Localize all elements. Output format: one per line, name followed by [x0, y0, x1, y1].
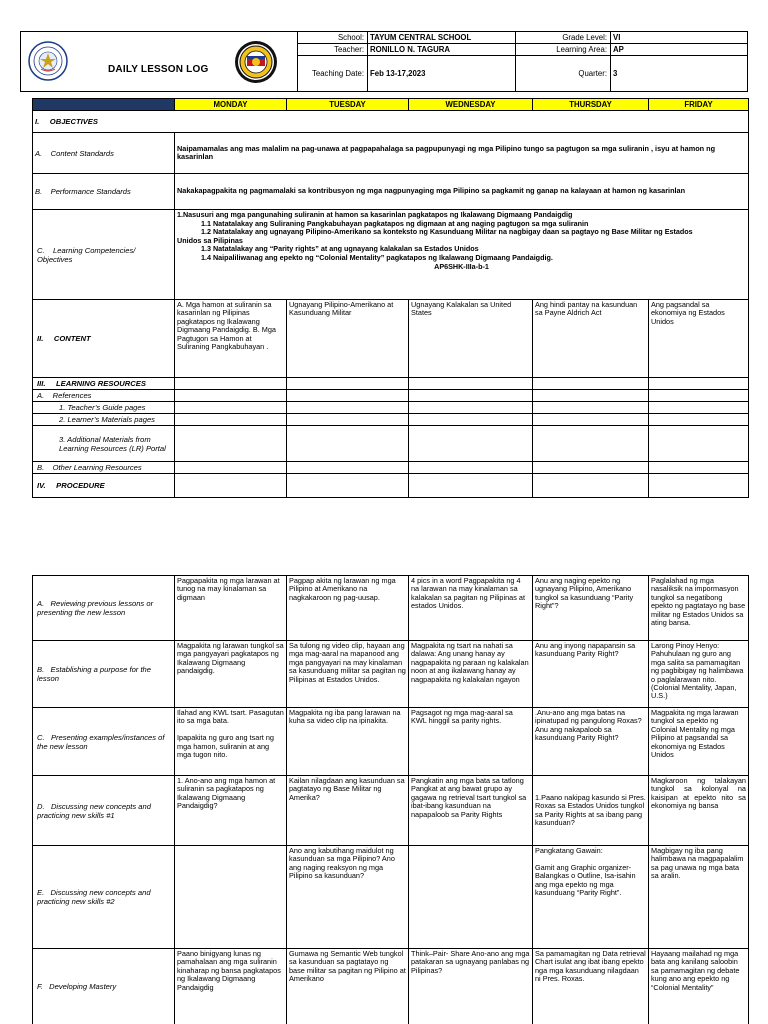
cell-b-thursday: Anu ang inyong napapansin sa kasunduang Parity Right? [533, 641, 649, 708]
cell-f-thursday: Sa pamamagitan ng Data retrieval Chart isulat ang ibat ibang epekto nga mga kasunduang nilagdaan ni Pres. Roxas. [533, 949, 649, 1024]
content-thursday: Ang hindi pantay na kasunduan sa Payne Aldrich Act [533, 300, 649, 378]
cell-d-friday: Magkaroon ng talakayan tungkol sa kolonyal na kaisipan at epekto nito sa ekonomiya ng bansa [649, 776, 749, 846]
teachers-guide-label: 1. Teacher’s Guide pages [33, 402, 175, 414]
performance-standards-label-text: Performance Standards [50, 187, 131, 196]
other-resources-text: Other Learning Resources [52, 463, 142, 472]
competency-line: 1.2 Natatalakay ang ugnayang Pilipino-Amerikano sa konteksto ng Kasunduang Militar na nagbigay daan sa pagtayo ng Base Militar ng Estados [201, 227, 693, 237]
other-resources-letter: B. [37, 463, 45, 472]
references-text: References [52, 391, 92, 400]
lesson-log-table [32, 98, 749, 498]
day-header-blank [33, 99, 175, 111]
cell-e-friday: Magbigay ng iba pang halimbawa na magpapalalim sa pag unawa ng mga bata sa aralin. [649, 846, 749, 949]
procedure-label-c [33, 708, 175, 776]
performance-standards-value: Nakakapagpakita ng pagmamalaki sa kontribusyon ng mga nagpunyaging mga Pilipino sa pagkamit ng ganap na kalayaan at hamon ng kasarinlan [175, 174, 749, 210]
teaching-date-value: Feb 13-17,2023 [368, 56, 516, 92]
cell-e-tuesday: Ano ang kabutihang maidulot ng kasunduan sa mga Pilipino? Ano ang naging reaksyon ng mga Pilipino sa kasunduan? [287, 846, 409, 949]
objectives-heading [33, 111, 749, 133]
school-value: TAYUM CENTRAL SCHOOL [368, 32, 516, 44]
row-label: Developing Mastery [49, 982, 117, 991]
cell-d-wednesday: Pangkatin ang mga bata sa tatlong Pangkat at ang bawat grupo ay gagawa ng retrieval tsart tungkol sa ibat-ibang kasunduan na napapaloob sa Parity Rights [409, 776, 533, 846]
content-wednesday: Ugnayang Kalakalan sa United States [409, 300, 533, 378]
procedure-row [33, 641, 749, 708]
learning-area-value: AP [611, 44, 748, 56]
cell-a-tuesday: Pagpap akita ng larawan ng mga Pilipino at Amerikano na nagkakaroon ng pag-uusap. [287, 576, 409, 641]
row-label: Presenting examples/instances of the new lesson [37, 732, 165, 751]
cell-d-thursday: 1.Paano nakipag kasundo si Pres. Roxas sa Estados Unidos tungkol sa Parity Rights at sa ibang pang kasunduan? [533, 776, 649, 846]
other-resources-label [33, 462, 175, 474]
procedure-row [33, 949, 749, 1024]
procedure-label-e [33, 846, 175, 949]
cell-e-thursday: Pangkatang Gawain: Gamit ang Graphic organizer-Balangkas o Outline, Isa-isahin ang mga epekto ng mga kasunduang “Parity Right”. [533, 846, 649, 949]
content-num: II. [37, 334, 44, 343]
procedure-row [33, 708, 749, 776]
procedure-num: IV. [37, 481, 46, 490]
cell-a-monday: Pagpapakita ng mga larawan at tunog na may kinalaman sa digmaan [175, 576, 287, 641]
day-wednesday: WEDNESDAY [409, 99, 533, 111]
row-label: Establishing a purpose for the lesson [37, 665, 152, 683]
learners-materials-label: 2. Learner’s Materials pages [33, 414, 175, 426]
procedure-row [33, 776, 749, 846]
content-standards-value: Naipamamalas ang mas malalim na pag-unawa at pagpapahalaga sa pagpupunyagi ng mga Pilipino tungo sa pagtugon sa mga suliranin , isyu at hamon ng kasarinlan [175, 133, 749, 174]
additional-materials-label: 3. Additional Materials from Learning Resources (LR) Portal [33, 426, 175, 462]
resources-heading [33, 378, 175, 390]
learning-area-label: Learning Area: [516, 44, 611, 56]
references-label [33, 390, 175, 402]
cell-a-wednesday: 4 pics in a word Pagpapakita ng 4 na larawan na may kinalaman sa kalakalan sa pagitan ng Pilipinas at estados Unidos. [409, 576, 533, 641]
content-friday: Ang pagsandal sa ekonomiya ng Estados Unidos [649, 300, 749, 378]
competencies-value [175, 210, 749, 300]
procedure-label-b [33, 641, 175, 708]
competency-code: AP6SHK-IIIa-b-1 [434, 261, 489, 271]
cell-c-thursday: .Anu-ano ang mga batas na ipinatupad ng pangulong Roxas? Anu ang nakapaloob sa kasunduang Parity Right? [533, 708, 649, 776]
day-monday: MONDAY [175, 99, 287, 111]
header-info-table [20, 31, 748, 92]
day-tuesday: TUESDAY [287, 99, 409, 111]
header-logo-cell [21, 32, 298, 92]
performance-standards-label: B. Performance Standards [33, 174, 175, 210]
procedure-row [33, 846, 749, 949]
grade-label: Grade Level: [516, 32, 611, 44]
row-letter: D. [37, 801, 45, 811]
content-standards-label-text: Content Standards [50, 148, 114, 158]
competency-line: 1.Nasusuri ang mga pangunahing suliranin at hamon sa kasarinlan pagkatapos ng Ikalawang Digmaang Pandaigdig [177, 210, 573, 219]
content-heading [33, 300, 175, 378]
row-label: Discussing new concepts and practicing new skills #2 [37, 888, 151, 906]
procedure-table [32, 575, 749, 1024]
row-label: Discussing new concepts and practicing new skills #1 [37, 801, 151, 820]
objectives-label: OBJECTIVES [49, 117, 98, 126]
cell-d-monday: 1. Ano-ano ang mga hamon at suliranin sa pagkatapos ng Ikalawang Digmaang Pandaigdig? [175, 776, 287, 846]
cell-c-tuesday: Magpakita ng iba pang larawan na kuha sa video clip na ipinakita. [287, 708, 409, 776]
competency-line: 1.3 Natatalakay ang “Parity rights” at ang ugnayang kalakalan sa Estados Unidos [201, 244, 479, 254]
teaching-date-label: Teaching Date: [298, 56, 368, 92]
procedure-row [33, 576, 749, 641]
row-label: Reviewing previous lessons or presenting the new lesson [37, 599, 154, 617]
teacher-value: RONILLO N. TAGURA [368, 44, 516, 56]
content-monday: A. Mga hamon at suliranin sa kasarinlan ng Pilipinas pagkatapos ng Ikalawang Digmaang Pandaigdig. B. Mga Pagtugon sa Hamon at Suliraning Pangkabuhayan . [175, 300, 287, 378]
cell-e-wednesday [409, 846, 533, 949]
cell-b-wednesday: Magpakita ng tsart na nahati sa dalawa: Ang unang hanay ay nagpapakita ng paraan ng kalakalan noon at ang ikalawang hanay ay nagpapakita ng kalakalan ngayon [409, 641, 533, 708]
resources-num: III. [37, 379, 46, 388]
cell-a-friday: Paglalahad ng mga nasaliksik na impormasyon tungkol sa negatibong epekto ng pagtatayo ng base militar ng Estados Unidos sa ating bansa. [649, 576, 749, 641]
competency-line: 1.1 Natatalakay ang Suliraning Pangkabuhayan pagkatapos ng digmaan at ang naging pagtugon sa mga suliranin [201, 218, 589, 228]
references-letter: A. [37, 391, 45, 400]
content-tuesday: Ugnayang Pilipino-Amerikano at Kasunduang Militar [287, 300, 409, 378]
day-friday: FRIDAY [649, 99, 749, 111]
cell-c-friday: Magpakita ng mga larawan tungkol sa epekto ng Colonial Mentality ng mga Pilipino at pagsandal sa ekonomiya ng Estados Unidos [649, 708, 749, 776]
row-letter: C. [37, 732, 45, 742]
competency-line: Unidos sa Pilipinas [177, 235, 243, 245]
cell-e-monday [175, 846, 287, 949]
day-header-row [33, 99, 749, 111]
teacher-label: Teacher: [298, 44, 368, 56]
page-title: DAILY LESSON LOG [108, 64, 209, 75]
school-label: School: [298, 32, 368, 44]
competencies-label: C. Learning Competencies/ Objectives [33, 210, 175, 300]
cell-d-tuesday: Kailan nilagdaan ang kasunduan sa pagtatayo ng Base Militar ng Amerika? [287, 776, 409, 846]
objectives-num: I. [35, 117, 40, 126]
cell-c-monday: Ilahad ang KWL tsart. Pasagutan ito sa mga bata. Ipapakita ng guro ang tsart ng mga hamon, suliranin at ang mga tugon nito. [175, 708, 287, 776]
content-label: CONTENT [53, 334, 91, 343]
quarter-value: 3 [611, 56, 748, 92]
procedure-heading [33, 474, 175, 498]
row-letter: E. [37, 888, 45, 897]
row-letter: F. [37, 982, 43, 991]
cell-a-thursday: Anu ang naging epekto ng ugnayang Pilipino, Amerikano tungkol sa kasunduang “Parity Right”? [533, 576, 649, 641]
competency-line: 1.4 Naipaliliwanag ang epekto ng “Colonial Mentality” pagkatapos ng Ikalawang Digmaang Pandaigdig. [201, 252, 553, 262]
cell-b-tuesday: Sa tulong ng video clip, hayaan ang mga mag-aaral na mapanood ang mga pangyayari na may kinalaman sa kasunduang militar sa pagitan ng Pilipinas at Estados Unidos. [287, 641, 409, 708]
resources-label: LEARNING RESOURCES [56, 379, 146, 388]
content-standards-label: A. Content Standards [33, 133, 175, 174]
cell-f-tuesday: Gumawa ng Semantic Web tungkol sa kasunduan sa pagtatayo ng base militar sa pagitan ng Pilipino at Amerikano [287, 949, 409, 1024]
grade-value: VI [611, 32, 748, 44]
procedure-label: PROCEDURE [56, 481, 105, 490]
cell-f-friday: Hayaang mailahad ng mga bata ang kanilang saloobin sa pamamagitan ng debate kung ano ang epekto ng “Colonial Mentality” [649, 949, 749, 1024]
procedure-label-d [33, 776, 175, 846]
day-thursday: THURSDAY [533, 99, 649, 111]
row-letter: B. [37, 665, 45, 674]
quarter-label: Quarter: [516, 56, 611, 92]
competencies-label-text: Learning Competencies/ Objectives [37, 245, 136, 264]
procedure-label-f [33, 949, 175, 1024]
cell-b-friday: Larong Pinoy Henyo: Pahuhulaan ng guro ang mga salita sa pamamagitan ng pagbibigay ng halimbawa o paglalarawan nito. (Colonial Mentality, Japan, U.S.) [649, 641, 749, 708]
cell-c-wednesday: Pagsagot ng mga mag-aaral sa KWL hinggil sa parity rights. [409, 708, 533, 776]
cell-f-monday: Paano binigyang lunas ng pamahalaan ang mga suliranin kinaharap ng bansa pagkatapos ng Ikalawang Digmaang Pandaigdig [175, 949, 287, 1024]
cell-b-monday: Magpakita ng larawan tungkol sa mga pangyayari pagkatapos ng Ikalawang Digmaang pandaigdig. [175, 641, 287, 708]
row-letter: A. [37, 599, 45, 608]
procedure-label-a [33, 576, 175, 641]
cell-f-wednesday: Think–Pair- Share Ano-ano ang mga patakaran sa ugnayang panlabas ng Pilipinas? [409, 949, 533, 1024]
